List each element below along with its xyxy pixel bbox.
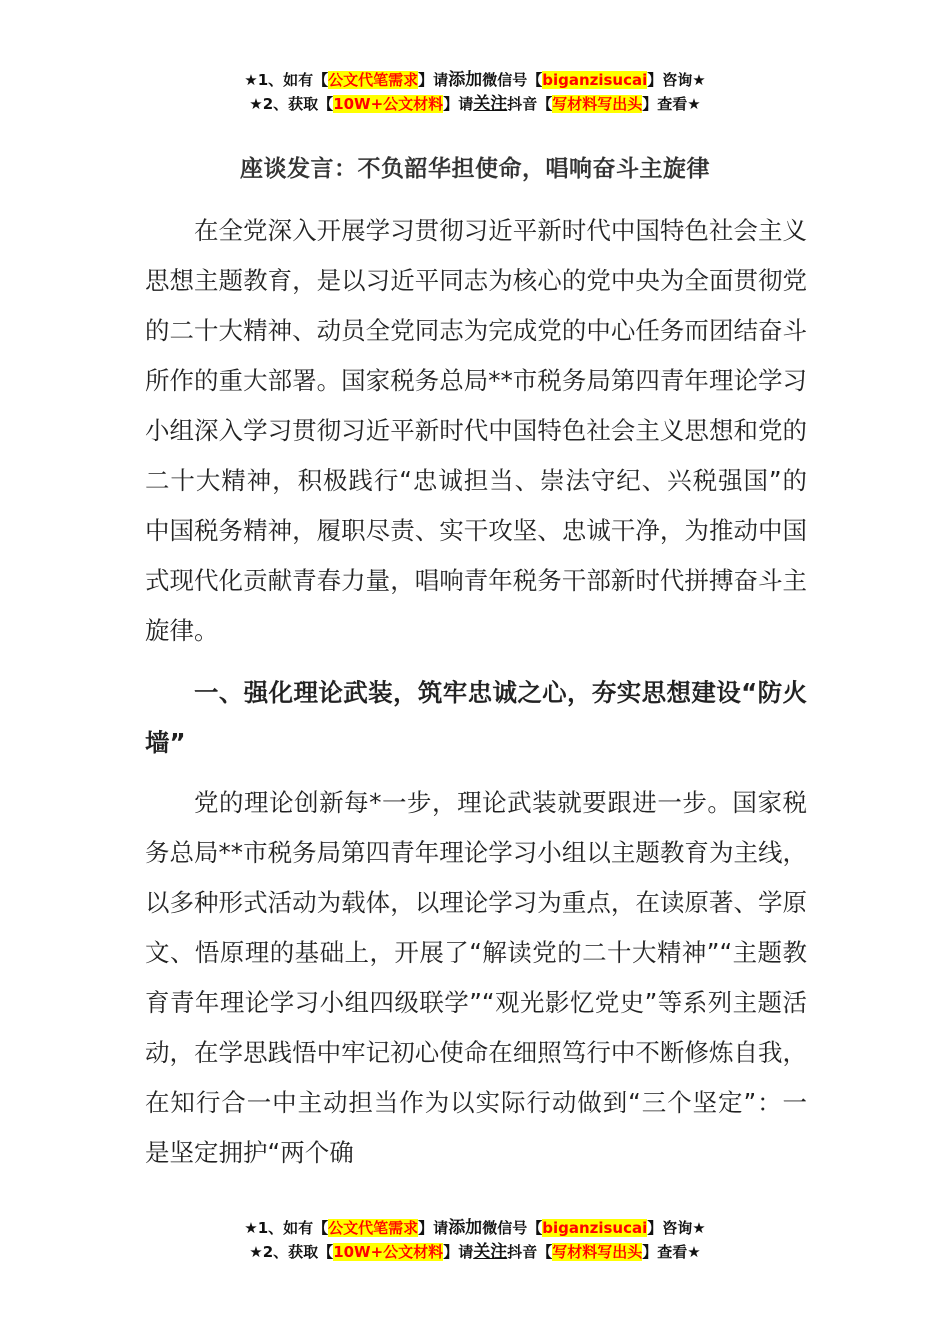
highlight-douyin-id: 写材料写出头 <box>552 95 643 113</box>
paragraph-intro: 在全党深入开展学习贯彻习近平新时代中国特色社会主义思想主题教育，是以习近平同志为核心的党中央为全面贯彻党的二十大精神、动员全党同志为完成党的中心任务而团结奋斗所作的重大部署。国家税务总局**市税务局第四青年理论学习小组深入学习贯彻习近平新时代中国特色社会主义思想和党的二十大精神，积极践行“忠诚担当、崇法守纪、兴税强国”的中国税务精神，履职尽责、实干攻坚、忠诚干净，为推动中国式现代化贡献青春力量，唱响青年税务干部新时代拼搏奋斗主旋律。 <box>145 216 807 645</box>
section-heading-1: 一、强化理论武装，筑牢忠诚之心，夯实思想建设“防火墙” <box>145 678 807 757</box>
highlight-douyin-id: 写材料写出头 <box>552 1243 643 1261</box>
paragraph-section-1: 党的理论创新每*一步，理论武装就要跟进一步。国家税务总局**市税务局第四青年理论学习小组以主题教育为主线，以多种形式活动为载体，以理论学习为重点，在读原著、学原文、悟原理的基础上，开展了“解读党的二十大精神”“主题教育青年理论学习小组四级联学”“观光影忆党史”等系列主题活动，在学思践悟中牢记初心使命在细照笃行中不断修炼自我，在知行合一中主动担当作为以实际行动做到“三个坚定”：一是坚定拥护“两个确 <box>145 788 807 1167</box>
document-title: 座谈发言：不负韶华担使命，唱响奋斗主旋律 <box>240 156 710 182</box>
highlight-service: 公文代笔需求 <box>328 71 419 89</box>
banner-line-1: ★1、如有【公文代笔需求】请添加微信号【biganzisucai】咨询★ <box>244 70 706 90</box>
highlight-materials: 10W+公文材料 <box>333 1243 444 1261</box>
banner-line-1: ★1、如有【公文代笔需求】请添加微信号【biganzisucai】咨询★ <box>244 1218 706 1238</box>
highlight-wechat-id: biganzisucai <box>542 1219 648 1237</box>
banner-line-2: ★2、获取【10W+公文材料】请关注抖音【写材料写出头】查看★ <box>249 94 701 114</box>
header-banner <box>0 68 950 116</box>
highlight-service: 公文代笔需求 <box>328 1219 419 1237</box>
highlight-wechat-id: biganzisucai <box>542 71 648 89</box>
footer-banner <box>0 1216 950 1264</box>
highlight-materials: 10W+公文材料 <box>333 95 444 113</box>
banner-line-2: ★2、获取【10W+公文材料】请关注抖音【写材料写出头】查看★ <box>249 1242 701 1262</box>
